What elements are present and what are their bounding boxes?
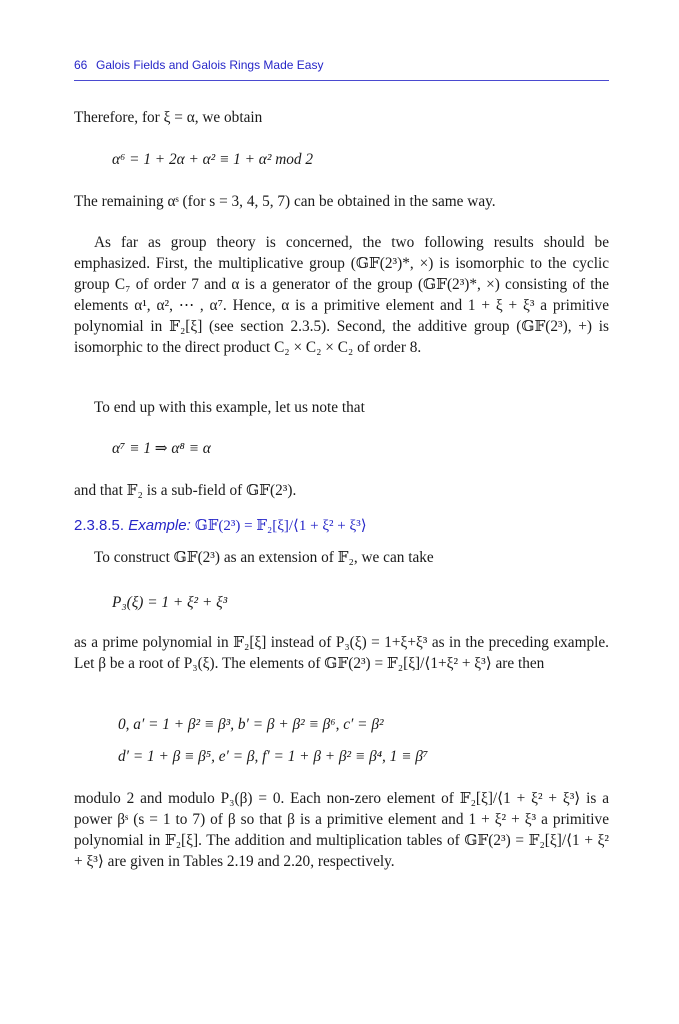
paragraph-prime-polynomial: as a prime polynomial in 𝔽₂[ξ] instead of P₃(ξ) = 1+ξ+ξ³ as in the preceding example. Let β be a root of P₃(ξ). The elements of 𝔾𝔽(2³) = 𝔽₂[ξ]/⟨1+ξ² + ξ³⟩ are then [74, 634, 609, 672]
running-header [74, 58, 609, 81]
paragraph-modulo: modulo 2 and modulo P₃(β) = 0. Each non-zero element of 𝔽₂[ξ]/⟨1 + ξ² + ξ³⟩ is a power βˢ (s = 1 to 7) of β so that β is a primitive element and 1 + ξ² + ξ³ a primitive polynomial in 𝔽₂[ξ]. The addition and multiplication tables of 𝔾𝔽(2³) = 𝔽₂[ξ]/⟨1 + ξ² + ξ³⟩ are given in Tables 2.19 and 2.20, respectively. [74, 790, 609, 870]
page-number: 66 [74, 58, 88, 72]
section-title: 𝔾𝔽(2³) = 𝔽₂[ξ]/⟨1 + ξ² + ξ³⟩ [194, 518, 367, 534]
paragraph-construct: To construct 𝔾𝔽(2³) as an extension of 𝔽₂, we can take [94, 549, 434, 566]
paragraph-group-theory: As far as group theory is concerned, the two following results should be emphasized. First, the multiplicative group (𝔾𝔽(2³)*, ×) is isomorphic to the cyclic group C₇ of order 7 and α is a generator of the group (𝔾𝔽(2³)*, ×) consisting of the elements α¹, α², ⋯ , α⁷. Hence, α is a primitive element and 1 + ξ + ξ³ a primitive polynomial in 𝔽₂[ξ] (see section 2.3.5). Second, the additive group (𝔾𝔽(2³), +) is isomorphic to the direct product C₂ × C₂ × C₂ of order 8. [74, 234, 609, 356]
paragraph-intro: Therefore, for ξ = α, we obtain [74, 109, 263, 126]
section-heading [74, 516, 367, 535]
equation-alpha6: α⁶ = 1 + 2α + α² ≡ 1 + α² mod 2 [112, 151, 314, 168]
equation-p3: P₃(ξ) = 1 + ξ² + ξ³ [112, 594, 228, 611]
section-label: Example: [128, 517, 191, 534]
equation-elements-row2: d′ = 1 + β ≡ β⁵, e′ = β, f′ = 1 + β + β² ≡ β⁴, 1 ≡ β⁷ [118, 748, 429, 765]
paragraph-subfield: and that 𝔽₂ is a sub-field of 𝔾𝔽(2³). [74, 482, 297, 499]
equation-elements-row1: 0, a′ = 1 + β² ≡ β³, b′ = β + β² ≡ β⁶, c′ = β² [118, 716, 384, 733]
equation-alpha7: α⁷ ≡ 1 ⇒ α⁸ ≡ α [112, 440, 211, 457]
running-title: Galois Fields and Galois Rings Made Easy [96, 58, 324, 72]
paragraph-end-example: To end up with this example, let us note that [94, 399, 365, 416]
section-number: 2.3.8.5. [74, 517, 125, 534]
paragraph-remaining: The remaining αˢ (for s = 3, 4, 5, 7) can be obtained in the same way. [74, 193, 496, 210]
